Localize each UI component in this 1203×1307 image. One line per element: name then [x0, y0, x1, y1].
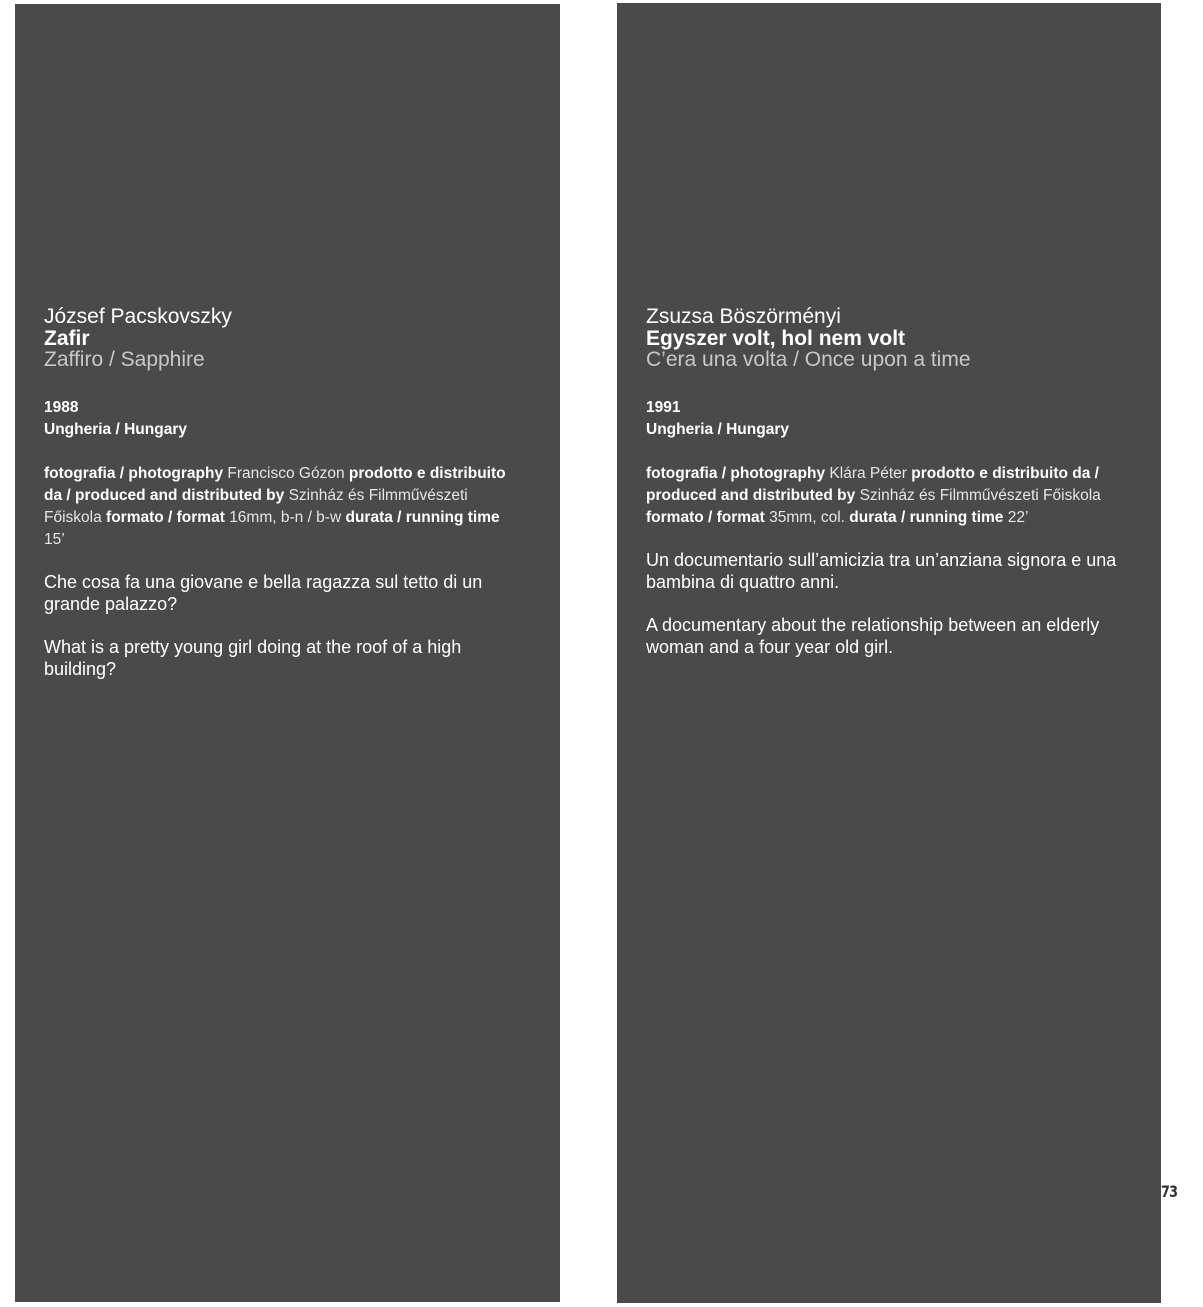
film-card-egyszer-volt — [617, 3, 1161, 1303]
film-alt-titles: Zaffiro / Sapphire — [44, 348, 205, 371]
format-value: 35mm, col. — [769, 509, 845, 526]
film-credits — [646, 463, 1126, 529]
producer-label: prodotto e distribuito da / produced and distributed by — [44, 465, 506, 504]
film-year: 1988 — [44, 399, 79, 416]
producer-value: Szinház és Filmművészeti Főiskola — [859, 487, 1101, 504]
director-name: Zsuzsa Böszörményi — [646, 305, 841, 328]
page-number: 73 — [1161, 1182, 1178, 1201]
synopsis-english: What is a pretty young girl doing at the roof of a high building? — [44, 637, 462, 679]
photography-label: fotografia / photography — [646, 465, 826, 482]
director-name: József Pacskovszky — [44, 305, 232, 328]
film-alt-titles: C’era una volta / Once upon a time — [646, 348, 971, 371]
film-country: Ungheria / Hungary — [44, 421, 187, 438]
film-info — [646, 306, 1126, 658]
synopsis-italian: Un documentario sull’amicizia tra un’anziana signora e una bambina di quattro anni. — [646, 550, 1117, 592]
film-credits — [44, 463, 524, 551]
synopsis-italian: Che cosa fa una giovane e bella ragazza sul tetto di un grande palazzo? — [44, 572, 483, 614]
format-value: 16mm, b-n / b-w — [229, 509, 342, 526]
running-time-value: 15’ — [44, 531, 65, 548]
format-label: formato / format — [646, 509, 765, 526]
film-title: Zafir — [44, 327, 90, 350]
running-time-label: durata / running time — [849, 509, 1004, 526]
synopsis-english: A documentary about the relationship between an elderly woman and a four year old girl. — [646, 615, 1100, 657]
film-year: 1991 — [646, 399, 681, 416]
photography-value: Francisco Gózon — [227, 465, 345, 482]
producer-value: Szinház és Filmművészeti Főiskola — [44, 487, 468, 526]
running-time-label: durata / running time — [345, 509, 500, 526]
photography-label: fotografia / photography — [44, 465, 224, 482]
format-label: formato / format — [106, 509, 225, 526]
film-card-zafir — [15, 4, 560, 1302]
film-country: Ungheria / Hungary — [646, 421, 789, 438]
film-info — [44, 306, 524, 680]
photography-value: Klára Péter — [829, 465, 907, 482]
film-title: Egyszer volt, hol nem volt — [646, 327, 906, 350]
producer-label: prodotto e distribuito da / produced and distributed by — [646, 465, 1099, 504]
running-time-value: 22’ — [1007, 509, 1029, 526]
